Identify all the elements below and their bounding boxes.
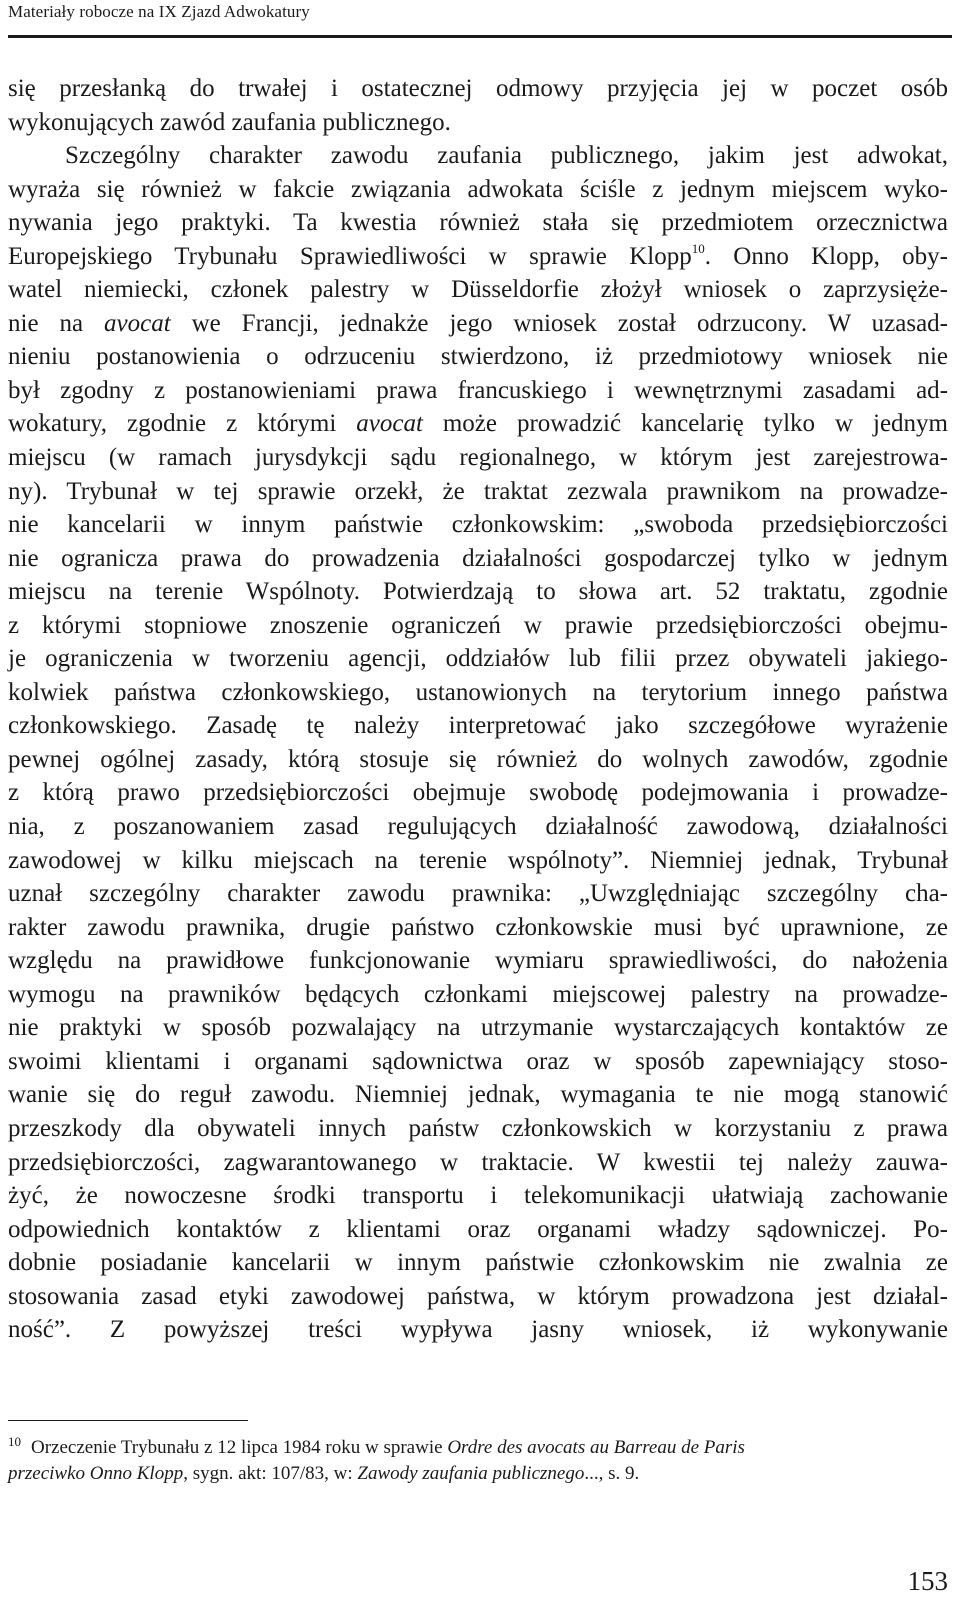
text-run: pewnej ogólnej zasady, którą stosuje się również do wolnych zawodów, zgodnie [8,745,948,773]
text-run: wyraża się również w fakcie związania adwokata ściśle z jednym miejscem wyko- [8,175,948,203]
text-run: avocat [356,410,423,438]
footnote-line [8,1435,948,1461]
text-run: Zawody zaufania publicznego [357,1463,585,1484]
text-line [8,340,948,374]
text-run: swoimi klientami i organami sądownictwa oraz w sposób zapewniający stoso- [8,1047,948,1075]
text-run: żyć, że nowoczesne środki transportu i telekomunikacji ułatwiają zachowanie [8,1182,948,1210]
text-run: wokatury, zgodnie z którymi [8,410,357,438]
text-line [8,1078,948,1112]
text-line [8,1213,948,1247]
text-run: nia, z poszanowaniem zasad regulujących działalność zawodową, działalności [8,813,948,841]
text-line [8,1045,948,1079]
footnotes [8,1435,948,1487]
footnote-rule [8,1420,248,1421]
text-line [8,374,948,408]
text-line [8,139,948,173]
footnote-ref: 10 [691,240,705,256]
text-line [8,911,948,945]
text-line [8,642,948,676]
text-run: z którymi stopniowe znoszenie ograniczeń w prawie przedsiębiorczości obejmu- [8,611,948,639]
text-run: ..., s. 9. [584,1463,640,1484]
text-run: nieniu postanowienia o odrzuceniu stwierdzono, iż przedmiotowy wniosek nie [8,343,948,371]
footnote-number: 10 [8,1434,21,1449]
text-run: nie kancelarii w innym państwie członkowskim: „swoboda przedsiębiorczości [8,511,948,539]
text-run: Ordre des avocats au Barreau de Paris [447,1437,745,1458]
text-line [8,542,948,576]
text-run: przeciwko Onno Klopp [8,1463,184,1484]
text-line [8,1011,948,1045]
text-line [8,72,948,106]
text-run: Szczególny charakter zawodu zaufania publicznego, jakim jest adwokat, [65,142,948,170]
text-run: . Onno Klopp, oby- [704,242,949,270]
text-line [8,743,948,777]
text-line [8,776,948,810]
text-run: dobnie posiadanie kancelarii w innym państwie członkowskim nie zwalnia ze [8,1249,948,1277]
text-run: , sygn. akt: 107/83, w: [183,1463,358,1484]
text-run: Orzeczenie Trybunału z 12 lipca 1984 roku w sprawie [31,1437,448,1458]
header-rule [8,35,952,38]
text-line [8,1146,948,1180]
text-run: watel niemiecki, członek palestry w Düsseldorfie złożył wniosek o zaprzysięże- [8,276,948,304]
text-run: nie praktyki w sposób pozwalający na utrzymanie wystarczających kontaktów ze [8,1014,948,1042]
text-run: nie na [8,309,105,337]
text-line [8,1246,948,1280]
text-run: członkowskiego. Zasadę tę należy interpretować jako szczegółowe wyrażenie [8,712,948,740]
text-run: wanie się do reguł zawodu. Niemniej jednak, wymagania te nie mogą stanowić [8,1081,948,1109]
text-line [8,240,948,274]
text-line [8,307,948,341]
footnote-line [8,1461,948,1487]
text-run: rakter zawodu prawnika, drugie państwo członkowskie musi być uprawnione, ze [8,913,948,941]
text-run: we Francji, jednakże jego wniosek został odrzucony. W uzasad- [170,309,948,337]
text-run: miejscu na terenie Wspólnoty. Potwierdzają to słowa art. 52 traktatu, zgodnie [8,578,948,606]
text-line [8,609,948,643]
text-run: względu na prawidłowe funkcjonowanie wymiaru sprawiedliwości, do nałożenia [8,947,948,975]
text-run: zawodowej w kilku miejscach na terenie wspólnoty”. Niemniej jednak, Trybunał [8,846,948,874]
text-run: nie ogranicza prawa do prowadzenia działalności gospodarczej tylko w jednym [8,544,948,572]
text-run: stosowania zasad etyki zawodowej państwa, w którym prowadzona jest działal- [8,1282,948,1310]
text-run: avocat [104,309,171,337]
text-run: się przesłanką do trwałej i ostatecznej odmowy przyjęcia jej w poczet osób [8,75,948,102]
running-header: Materiały robocze na IX Zjazd Adwokatury [8,2,310,21]
text-line [8,844,948,878]
text-run: miejscu (w ramach jurysdykcji sądu regionalnego, w którym jest zarejestrowa- [8,444,948,472]
text-run: Europejskiego Trybunału Sprawiedliwości w sprawie Klopp [8,242,692,270]
text-run: z którą prawo przedsiębiorczości obejmuje swobodę podejmowania i prowadze- [8,779,948,807]
text-run: przeszkody dla obywateli innych państw członkowskich w korzystaniu z prawa [8,1114,948,1142]
text-run: wykonujących zawód zaufania publicznego. [8,108,451,136]
body-text [8,72,948,1347]
text-line [8,273,948,307]
text-run: kolwiek państwa członkowskiego, ustanowionych na terytorium innego państwa [8,678,948,706]
text-line [8,475,948,509]
text-line [8,441,948,475]
text-run: nywania jego praktyki. Ta kwestia również stała się przedmiotem orzecznictwa [8,209,948,237]
text-line [8,173,948,207]
text-line [8,709,948,743]
text-line [8,206,948,240]
text-run: je ograniczenia w tworzeniu agencji, oddziałów lub filii przez obywateli jakiego- [8,645,948,673]
text-run: ność”. Z powyższej treści wypływa jasny wniosek, iż wykonywanie [8,1316,948,1344]
text-run: przedsiębiorczości, zagwarantowanego w traktacie. W kwestii tej należy zauwa- [8,1148,948,1176]
text-line [8,810,948,844]
text-run: może prowadzić kancelarię tylko w jednym [422,410,948,438]
text-line [8,1313,948,1347]
text-line [8,676,948,710]
text-line [8,407,948,441]
text-run: ny). Trybunał w tej sprawie orzekł, że traktat zezwala prawnikom na prowadze- [8,477,948,505]
text-line [8,978,948,1012]
page-number: 153 [907,1566,948,1596]
text-run: uznał szczególny charakter zawodu prawnika: „Uwzględniając szczególny cha- [8,880,948,908]
text-line [8,508,948,542]
text-line [8,1280,948,1314]
text-run: odpowiednich kontaktów z klientami oraz organami władzy sądowniczej. Po- [8,1215,948,1243]
text-line [8,1179,948,1213]
text-run: wymogu na prawników będących członkami miejscowej palestry na prowadze- [8,980,948,1008]
text-run: był zgodny z postanowieniami prawa francuskiego i wewnętrznymi zasadami ad- [8,376,948,404]
text-line [8,944,948,978]
text-line [8,106,948,140]
text-line [8,575,948,609]
text-line [8,877,948,911]
text-line [8,1112,948,1146]
